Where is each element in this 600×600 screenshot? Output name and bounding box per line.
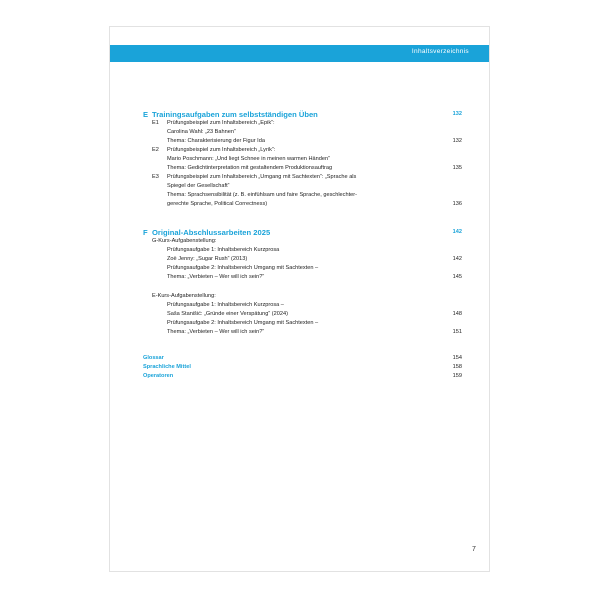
toc-code: E2 (152, 147, 159, 153)
section-e-title: Trainingsaufgaben zum selbstständigen Üben (152, 110, 318, 119)
g-kurs-heading: G-Kurs-Aufgabenstellung: (152, 238, 217, 244)
e-kurs-heading: E-Kurs-Aufgabenstellung: (152, 293, 216, 299)
appendix-operatoren: Operatoren (143, 373, 174, 379)
appendix-sprachliche-mittel: Sprachliche Mittel (143, 364, 191, 370)
toc-entry: Spiegel der Gesellschaft“ (167, 183, 230, 189)
page-number: 7 (472, 546, 476, 553)
appendix-page: 158 (452, 364, 462, 370)
appendix-page: 159 (452, 373, 462, 379)
toc-entry: Thema: Sprachsensibilität (z. B. einfühlsam und faire Sprache, geschlechter- (167, 192, 357, 198)
toc-entry: Prüfungsbeispiel zum Inhaltsbereich „Epik“: (167, 120, 275, 126)
toc-entry: Thema: „Verbieten – Wer will ich sein?“ (167, 329, 265, 335)
toc-entry: Saša Stanišić: „Gründe einer Verspätung“ (2024) (167, 311, 288, 317)
appendix-page: 154 (452, 355, 462, 361)
toc-page: 136 (452, 201, 462, 207)
toc-entry: Prüfungsaufgabe 1: Inhaltsbereich Kurzprosa – (167, 302, 284, 308)
toc-code: E1 (152, 120, 159, 126)
toc-entry: Prüfungsaufgabe 2: Inhaltsbereich Umgang mit Sachtexten – (167, 320, 319, 326)
toc-entry: gerechte Sprache, Political Correctness) (167, 201, 268, 207)
section-e-letter: E (143, 110, 149, 119)
toc-page: 145 (452, 274, 462, 280)
toc-entry: Thema: Gedichtinterpretation mit gestaltendem Produktionsauftrag (167, 165, 333, 171)
toc-entry: Prüfungsbeispiel zum Inhaltsbereich „Umgang mit Sachtexten“: „Sprache als (167, 174, 357, 180)
section-f-title: Original-Abschlussarbeiten 2025 (152, 228, 271, 237)
toc-entry: Zoë Jenny: „Sugar Rush“ (2013) (167, 256, 248, 262)
toc-entry: Prüfungsbeispiel zum Inhaltsbereich „Lyrik“: (167, 147, 276, 153)
toc-page: 135 (452, 165, 462, 171)
toc-page: 148 (452, 311, 462, 317)
toc-entry: Thema: Charakterisierung der Figur Ida (167, 138, 265, 144)
document-page (109, 26, 490, 572)
appendix-glossar: Glossar (143, 355, 164, 361)
section-e-page: 132 (452, 111, 462, 117)
toc-page: 132 (452, 138, 462, 144)
toc-entry: Thema: „Verbieten – Wer will ich sein?“ (167, 274, 265, 280)
header-title: Inhaltsverzeichnis (411, 48, 469, 55)
toc-page: 142 (452, 256, 462, 262)
toc-entry: Carolina Wahl: „23 Bahnen“ (167, 129, 236, 135)
toc-entry: Prüfungsaufgabe 2: Inhaltsbereich Umgang mit Sachtexten – (167, 265, 319, 271)
section-f-letter: F (143, 228, 148, 237)
section-f-page: 142 (452, 229, 462, 235)
toc-code: E3 (152, 174, 159, 180)
header-band (110, 45, 489, 62)
toc-entry: Prüfungsaufgabe 1: Inhaltsbereich Kurzprosa (167, 247, 280, 253)
toc-page: 151 (452, 329, 462, 335)
toc-entry: Mario Poschmann: „Und liegt Schnee in meinen warmen Händen“ (167, 156, 330, 162)
